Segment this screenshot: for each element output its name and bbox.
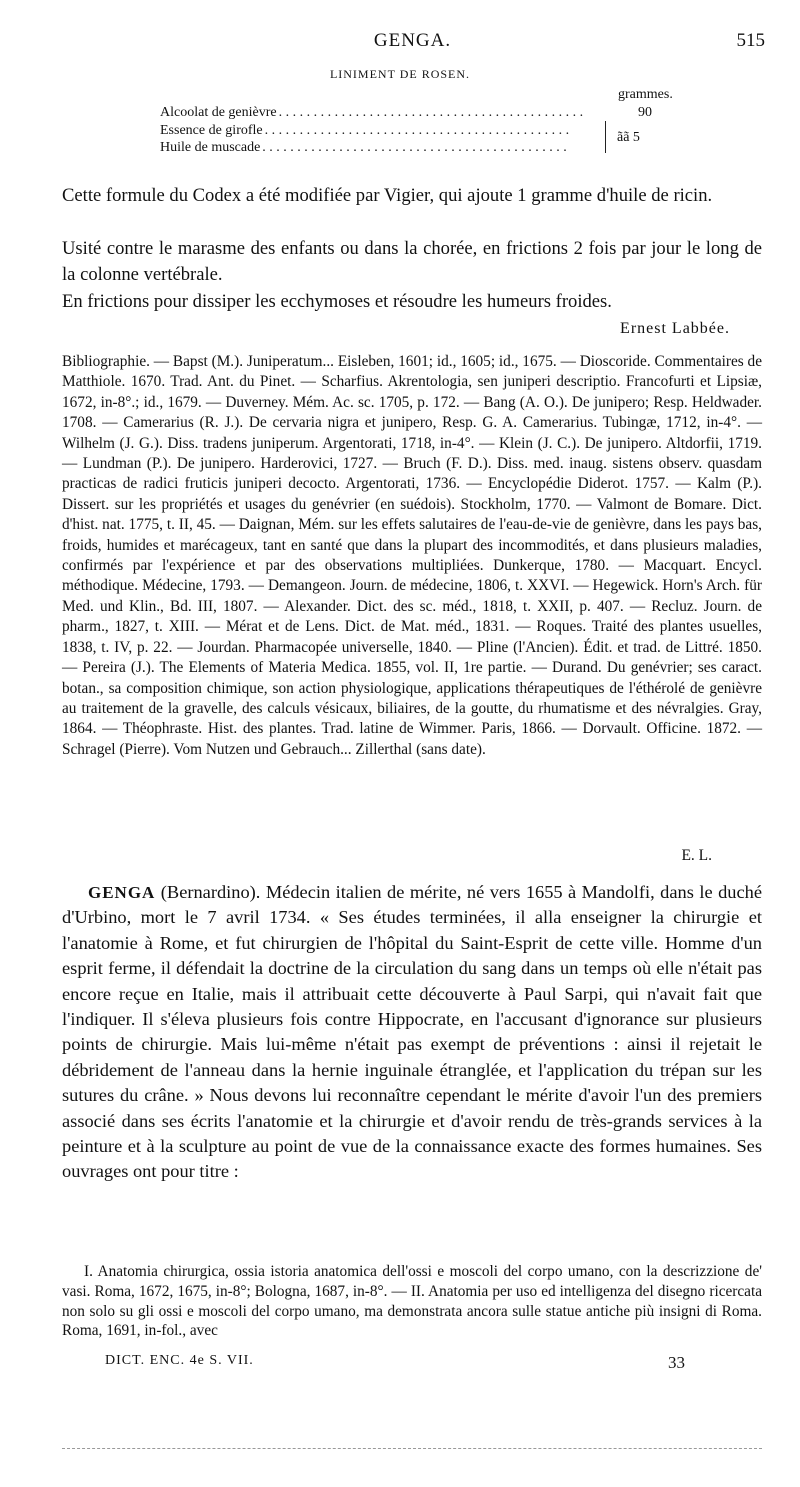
shared-quantity: ãã 5 bbox=[617, 130, 640, 145]
paragraph: Cette formule du Codex a été modifiée par Vigier, qui ajoute 1 gramme d'huile de ricin. bbox=[62, 185, 713, 206]
works-list: I. Anatomia chirurgica, ossia istoria anatomica dell'ossi e moscoli del corpo umano, con la descrizzione de' vasi. Roma, 1672, 1675, in-8°; Bologna, 1687, in-8°. — II. Anatomia per uso ed intelligenza del disegno ricercata non solo su gli ossi e moscoli del corpo umano, ma demonstrata ancora sulle statue antiche più insigni di Roma. Roma, 1691, in-fol., avec bbox=[62, 1263, 762, 1340]
ingredient-row bbox=[160, 105, 590, 123]
sheet-number: 33 bbox=[668, 1353, 685, 1372]
recipe-title: LINIMENT DE ROSEN. bbox=[329, 67, 471, 81]
ingredient-row bbox=[160, 140, 590, 158]
grouping-brace bbox=[605, 121, 610, 153]
leader-dots bbox=[262, 140, 590, 158]
ingredient-row bbox=[160, 123, 590, 141]
author-signature: Ernest Labbée. bbox=[620, 320, 730, 337]
signature-mark: DICT. ENC. 4e S. VII. bbox=[105, 1353, 254, 1368]
ingredient-name: Alcoolat de genièvre bbox=[160, 105, 277, 120]
entry-text: (Bernardino). Médecin italien de mérite, né vers 1655 à Mandolfi, dans le duché d'Urbino, mort le 7 avril 1734. « Ses études terminées, il alla enseigner la chirurgie et l'anatomie à Rome, et fut chirurgien de l'hôpital du Saint-Esprit de cette ville. Homme d'un esprit ferme, il défendait la doctrine de la circulation du sang dans un temps où elle n'était pas encore reçue en Italie, mais il attribuait cette découverte à Paul Sarpi, qui n'avait fait que l'indiquer. Il s'éleva plusieurs fois contre Hippocrate, en l'accusant d'ignorance sur plusieurs points de chirurgie. Mais lui-même n'était pas exempt de préventions : ainsi il rejetait le débridement de l'anneau dans la hernie inguinale étranglée, et l'application du trépan sur les sutures du crâne. » Nous devons lui reconnaître cependant le mérite d'avoir l'un des premiers associé dans ses écrits l'anatomie et la chirurgie et d'avoir rendu de très-grands services à la peinture et à la sculpture au point de vue de la connaissance exacte des formes humaines. Ses ouvrages ont pour titre : bbox=[62, 882, 762, 1182]
paragraph: Usité contre le marasme des enfants ou dans la chorée, en frictions 2 fois par jour le long de la colonne vertébrale. bbox=[62, 238, 762, 285]
recipe-unit: grammes. bbox=[618, 87, 673, 102]
leader-dots bbox=[279, 105, 590, 123]
ingredient-name: Huile de muscade bbox=[160, 140, 261, 155]
page-footer bbox=[105, 1353, 685, 1375]
biography-entry bbox=[62, 880, 762, 1185]
running-title: GENGA. bbox=[373, 30, 452, 51]
leader-dots bbox=[265, 123, 590, 141]
ingredient-name: Essence de girofle bbox=[160, 123, 263, 138]
page-header bbox=[60, 30, 765, 56]
paragraph: En frictions pour dissiper les ecchymoses et résoudre les humeurs froides. bbox=[62, 291, 612, 312]
ingredient-quantity: 90 bbox=[638, 105, 652, 120]
entry-heading: GENGA bbox=[88, 883, 156, 902]
bottom-rule bbox=[62, 1448, 762, 1449]
bibliography: Bibliographie. — Bapst (M.). Juniperatum... Eisleben, 1601; id., 1605; id., 1675. — Dioscoride. Commentaires de Matthiole. 1670. Trad. Ant. du Pinet. — Scharfius. Akrentologia, sen juniperi descriptio. Francofurti et Lipsiæ, 1672, in-8°.; id., 1679. — Duverney. Mém. Ac. sc. 1705, p. 172. — Bang (A. O.). De junipero; Resp. Heldwader. 1708. — Camerarius (R. J.). De cervaria nigra et junipero, Resp. G. A. Camerarius. Tubingæ, 1712, in-4°. — Wilhelm (J. G.). Diss. tradens juniperum. Argentorati, 1718, in-4°. — Klein (J. C.). De junipero. Altdorfii, 1719. — Lundman (P.). De junipero. Harderovici, 1727. — Bruch (F. D.). Diss. med. inaug. sistens observ. quasdam practicas de radici fruticis juniperi decocto. Argentorati, 1736. — Encyclopédie Diderot. 1757. — Kalm (P.). Dissert. sur les propriétés et usages du genévrier (en suédois). Stockholm, 1770. — Valmont de Bomare. Dict. d'hist. nat. 1775, t. II, 45. — Daignan, Mém. sur les effets salutaires de l'eau-de-vie de genièvre, dans les pays bas, froids, humides et marécageux, tant en santé que dans la plupart des incommodités, et dans plusieurs maladies, confirmés par l'expérience et par des observations multipliées. Dunkerque, 1780. — Macquart. Encycl. méthodique. Médecine, 1793. — Demangeon. Journ. de médecine, 1806, t. XXVI. — Hegewick. Horn's Arch. für Med. und Klin., Bd. III, 1807. — Alexander. Dict. des sc. méd., 1818, t. XXII, p. 407. — Recluz. Journ. de pharm., 1827, t. XIII. — Mérat et de Lens. Dict. de Mat. méd., 1831. — Roques. Traité des plantes usuelles, 1838, t. IV, p. 22. — Jourdan. Pharmacopée universelle, 1840. — Pline (l'Ancien). Édit. et trad. de Littré. 1850. — Pereira (J.). The Elements of Materia Medica. 1855, vol. II, 1re partie. — Durand. Du genévrier; ses caract. botan., sa composition chimique, son action physiologique, applications thérapeutiques de l'éthérolé de genièvre au traitement de la gravelle, des calculs vésicaux, biliaires, de la goutte, du rhumatisme et des névralgies. Gray, 1864. — Théophraste. Hist. des plantes. Trad. latine de Wimmer. Paris, 1866. — Dorvault. Officine. 1872. — Schragel (Pierre). Vom Nutzen und Gebrauch... Zillerthal (sans date). bbox=[62, 353, 762, 758]
page-number: 515 bbox=[736, 30, 765, 51]
bibliography-signature: E. L. bbox=[681, 847, 712, 864]
